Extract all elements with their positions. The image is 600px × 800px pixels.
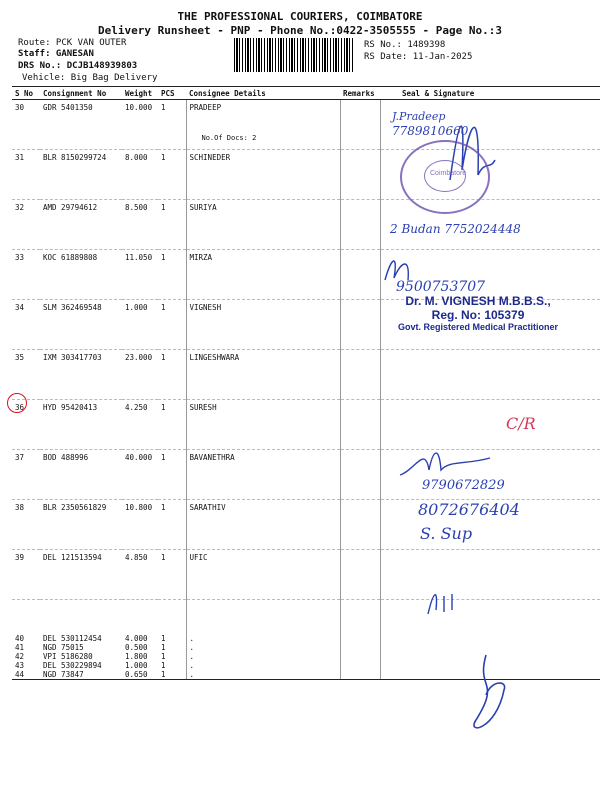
doctor-name: Dr. M. VIGNESH M.B.B.S., xyxy=(405,294,551,308)
table-row xyxy=(12,550,600,600)
handwritten-phone: 7789810660 xyxy=(392,124,469,138)
row-consignment: DEL 530229894 xyxy=(43,661,102,670)
row-remarks xyxy=(340,200,380,250)
row-consignee: MIRZA xyxy=(186,250,340,300)
row-remarks xyxy=(340,250,380,300)
row-sno: 36 xyxy=(12,400,40,450)
row-consignment: GDR 5401350 xyxy=(40,100,122,150)
table-row xyxy=(12,250,600,300)
row-remarks xyxy=(340,150,380,200)
row-consignee: . xyxy=(186,670,340,680)
rs-number: RS No.: 1489398 xyxy=(364,40,446,50)
runsheet-subtitle: Delivery Runsheet - PNP - Phone No.:0422-3505555 - Page No.:3 xyxy=(98,24,502,37)
row-seal xyxy=(380,550,600,600)
handwritten-name: S. Sup xyxy=(420,524,473,543)
col-pcs: PCS xyxy=(158,87,186,100)
row-consignee: . xyxy=(186,661,340,670)
rs-date: RS Date: 11-Jan-2025 xyxy=(364,52,473,62)
row-seal xyxy=(380,600,600,644)
row-weight: 4.250 xyxy=(122,400,158,450)
signature-squiggle xyxy=(456,650,516,740)
row-pcs: 1 xyxy=(158,250,186,300)
row-pcs: 1 xyxy=(158,550,186,600)
row-consignment: DEL 530112454 xyxy=(43,634,102,643)
row-remarks xyxy=(340,450,380,500)
row-weight: 11.050 xyxy=(122,250,158,300)
handwritten-phone: 9790672829 xyxy=(422,478,505,493)
row-sno: 30 xyxy=(12,100,40,150)
row-consignee: VIGNESH xyxy=(186,300,340,350)
row-remarks xyxy=(340,300,380,350)
row-weight: 8.500 xyxy=(122,200,158,250)
row-consignment: BLR 2350561829 xyxy=(40,500,122,550)
handwritten-phone: 9500753707 xyxy=(396,279,486,295)
row-consignment: NGD 73847 xyxy=(40,670,122,680)
row-weight: 0.500 xyxy=(125,643,148,652)
row-weight: 40.000 xyxy=(122,450,158,500)
col-weight: Weight xyxy=(122,87,158,100)
row-sno: 32 xyxy=(12,200,40,250)
runsheet-table xyxy=(12,86,600,680)
row-sno: 40 xyxy=(15,634,25,643)
row-pcs: 1 xyxy=(158,670,186,680)
row-pcs: 1 xyxy=(158,500,186,550)
row-sno: 39 xyxy=(12,550,40,600)
table-header xyxy=(12,87,600,100)
seal-stamp: Coimbatore xyxy=(400,140,490,214)
row-consignee: LINGESHWARA xyxy=(186,350,340,400)
row-remarks xyxy=(340,500,380,550)
table-row xyxy=(12,100,600,150)
row-weight: 1.000 xyxy=(125,661,148,670)
col-remarks: Remarks xyxy=(340,87,380,100)
row-weight: 10.800 xyxy=(122,500,158,550)
doctor-title: Govt. Registered Medical Practitioner xyxy=(398,322,559,332)
row-pcs: 1 xyxy=(161,634,166,643)
signature-squiggle xyxy=(420,584,470,618)
row-weight: 23.000 xyxy=(122,350,158,400)
row-pcs: 1 xyxy=(158,450,186,500)
doctor-stamp xyxy=(398,294,558,332)
row-remarks xyxy=(340,652,380,661)
staff-label: Staff: GANESAN xyxy=(18,49,94,59)
row-weight: 10.000 xyxy=(122,100,158,150)
row-consignee: SCHINEDER xyxy=(186,150,340,200)
row-sno: 42 xyxy=(15,652,25,661)
row-consignee: UFIC xyxy=(186,550,340,600)
row-pcs: 1 xyxy=(158,150,186,200)
col-sno: S No xyxy=(12,87,40,100)
circled-row-marker xyxy=(7,393,27,413)
row-consignee: . xyxy=(186,600,340,644)
row-sno: 35 xyxy=(12,350,40,400)
barcode xyxy=(234,38,354,72)
row-consignee: . xyxy=(186,652,340,661)
table-row xyxy=(12,600,600,644)
row-consignee: . xyxy=(186,643,340,652)
table-row xyxy=(12,350,600,400)
row-pcs: 1 xyxy=(161,652,166,661)
row-consignment: VPI 5186280 xyxy=(43,652,93,661)
row-pcs: 1 xyxy=(158,400,186,450)
row-pcs: 1 xyxy=(161,643,166,652)
vehicle-label: Vehicle: Big Bag Delivery xyxy=(22,73,158,83)
row-remarks xyxy=(340,661,380,670)
row-sno: 33 xyxy=(12,250,40,300)
row-weight: 4.000 xyxy=(125,634,148,643)
row-remarks xyxy=(340,400,380,450)
consignee-name: PRADEEP xyxy=(189,103,222,112)
table-row xyxy=(12,450,600,500)
row-weight: 8.000 xyxy=(122,150,158,200)
row-weight: 1.800 xyxy=(125,652,148,661)
cr-mark: C/R xyxy=(506,414,536,433)
row-sno: 44 xyxy=(12,670,40,680)
row-consignee: SURESH xyxy=(186,400,340,450)
row-consignment: DEL 121513594 xyxy=(40,550,122,600)
row-consignment: BOD 488996 xyxy=(40,450,122,500)
doctor-reg: Reg. No: 105379 xyxy=(431,308,525,322)
row-consignment: BLR 8150299724 xyxy=(40,150,122,200)
row-remarks xyxy=(340,643,380,652)
row-consignment: KOC 61889808 xyxy=(40,250,122,300)
row-weight: 1.000 xyxy=(122,300,158,350)
row-sno: 41 xyxy=(15,643,25,652)
docs-count: No.Of Docs: 2 xyxy=(201,134,257,142)
row-pcs: 1 xyxy=(161,661,166,670)
row-pcs: 1 xyxy=(158,350,186,400)
row-sno: 31 xyxy=(12,150,40,200)
row-seal xyxy=(380,350,600,400)
row-remarks xyxy=(340,100,380,150)
table-row xyxy=(12,150,600,200)
row-sno: 37 xyxy=(12,450,40,500)
row-remarks xyxy=(340,600,380,644)
row-consignment: HYD 95420413 xyxy=(40,400,122,450)
row-consignment: IXM 303417703 xyxy=(40,350,122,400)
row-sno: 34 xyxy=(12,300,40,350)
row-consignment: NGD 75015 xyxy=(43,643,84,652)
company-title: THE PROFESSIONAL COURIERS, COIMBATORE xyxy=(177,10,423,23)
row-consignee xyxy=(186,100,340,150)
row-remarks xyxy=(340,550,380,600)
drs-number: DRS No.: DCJB148939803 xyxy=(18,61,138,71)
row-sno: 43 xyxy=(15,661,25,670)
row-remarks xyxy=(340,670,380,680)
handwritten-note: 2 Budan 7752024448 xyxy=(390,222,521,236)
row-consignment: AMD 29794612 xyxy=(40,200,122,250)
row-consignee: SARATHIV xyxy=(186,500,340,550)
handwritten-phone: 8072676404 xyxy=(418,500,520,519)
row-sno: 38 xyxy=(12,500,40,550)
col-consignment: Consignment No xyxy=(40,87,122,100)
row-consignment: SLM 362469548 xyxy=(40,300,122,350)
route-label: Route: PCK VAN OUTER xyxy=(18,38,127,48)
col-consignee: Consignee Details xyxy=(186,87,340,100)
row-consignee: BAVANETHRA xyxy=(186,450,340,500)
row-pcs: 1 xyxy=(158,100,186,150)
row-pcs: 1 xyxy=(158,300,186,350)
row-weight: 4.850 xyxy=(122,550,158,600)
row-pcs: 1 xyxy=(158,200,186,250)
row-remarks xyxy=(340,350,380,400)
row-weight: 0.650 xyxy=(122,670,158,680)
row-consignee: SURIYA xyxy=(186,200,340,250)
col-seal: Seal & Signature xyxy=(380,87,600,100)
handwritten-name: J.Pradeep xyxy=(392,110,446,123)
